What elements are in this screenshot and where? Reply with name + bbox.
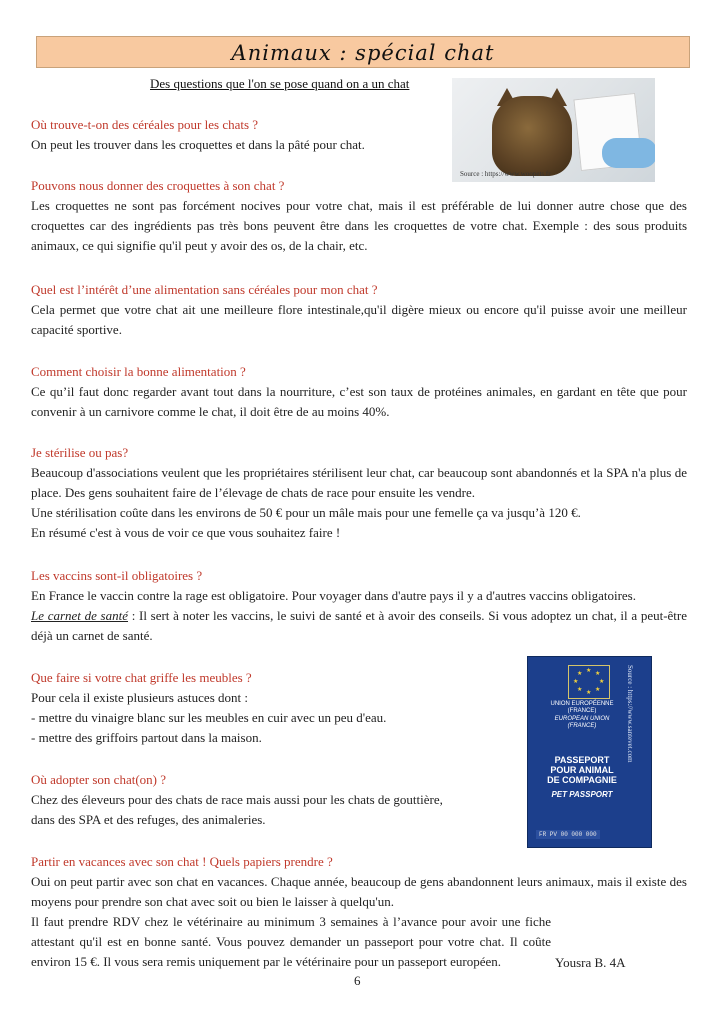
- answer-text: En résumé c'est à vous de voir ce que vous souhaitez faire !: [31, 525, 341, 540]
- answer-text: Ce qu’il faut donc regarder avant tout dans la nourriture, c’est son taux de protéines animales, en gardant en tête que pour convenir à un carnivore comme le chat, il doit être de au moins 40%.: [31, 384, 687, 419]
- photo-caption: Source : https://www.woopets.fr: [460, 170, 551, 178]
- answer-text: En France le vaccin contre la rage est obligatoire. Pour voyager dans d'autre pays il y a d'autres vaccins obligatoires.: [31, 588, 636, 603]
- question-heading: Comment choisir la bonne alimentation ?: [31, 364, 246, 379]
- answer-text: dans des SPA et des refuges, des animaleries.: [31, 812, 266, 827]
- page-number: 6: [354, 973, 361, 988]
- section-croquettes: [31, 176, 687, 256]
- union-en-sub: (FRANCE): [567, 723, 597, 729]
- section-sans-cereales: [31, 280, 687, 340]
- passport-source: Source : https://www.santevet.com: [626, 665, 634, 763]
- question-heading: Pouvons nous donner des croquettes à son chat ?: [31, 178, 285, 193]
- section-sterilisation: [31, 443, 687, 543]
- section-vaccins: [31, 566, 687, 646]
- question-heading: Partir en vacances avec son chat ! Quels papiers prendre ?: [31, 854, 333, 869]
- answer-text: Il faut prendre RDV chez le vétérinaire au minimum 3 semaines à l’avance pour avoir une fiche attestant qu'il est en bonne santé. Vous pouvez demander un passeport pour votre chat. Il coûte environ 15 €. Il vous sera remis uniquement par le vétérinaire pour un passeport européen.: [31, 914, 551, 969]
- section-cereales: [31, 115, 687, 155]
- answer-text: Pour cela il existe plusieurs astuces dont :: [31, 690, 248, 705]
- author-signature: Yousra B. 4A: [555, 955, 626, 970]
- passport-number: FR PV 00 000 000: [536, 830, 600, 839]
- passport-title-en: PET PASSPORT: [551, 790, 613, 799]
- answer-text: Les croquettes ne sont pas forcément nocives pour votre chat, mais il est préférable de lui donner autre chose que des croquettes car des ingrédients pas très bons peuvent être dans les croquettes de votre chat. Exemple : des sous produits animaux, ce qui signifie qu'il peut y avoir des os, de la chair, etc.: [31, 198, 687, 253]
- question-heading: Où trouve-t-on des céréales pour les chats ?: [31, 117, 259, 132]
- answer-text: Cela permet que votre chat ait une meilleure flore intestinale,qu'il digère mieux ou encore qu'il puisse avoir une meilleur capacité sportive.: [31, 302, 687, 337]
- eu-flag-icon: ★ ★ ★ ★ ★ ★ ★ ★: [568, 665, 610, 699]
- section-adopter: [31, 770, 511, 830]
- title-banner: [36, 36, 690, 68]
- union-fr: UNION EUROPÉENNE: [550, 701, 614, 707]
- answer-text: Chez des éleveurs pour des chats de race mais aussi pour les chats de gouttière,: [31, 792, 443, 807]
- passport-title-3: DE COMPAGNIE: [547, 775, 617, 785]
- answer-text: - mettre du vinaigre blanc sur les meubles en cuir avec un peu d'eau.: [31, 710, 387, 725]
- answer-text: On peut les trouver dans les croquettes et dans la pâté pour chat.: [31, 137, 365, 152]
- carnet-label: Le carnet de santé: [31, 608, 129, 623]
- passport-title-1: PASSEPORT: [554, 755, 610, 765]
- carnet-text: : Il sert à noter les vaccins, le suivi de santé et à avoir des conseils. Si vous adoptez un chat, il a peut-être déjà un carnet de santé.: [31, 608, 688, 643]
- passport-title-2: POUR ANIMAL: [550, 765, 614, 775]
- answer-text: Une stérilisation coûte dans les environs de 50 € pour un mâle mais pour une femelle ça va jusqu’à 120 €.: [31, 505, 581, 520]
- section-vacances: [31, 852, 687, 972]
- answer-text: Oui on peut partir avec son chat en vacances. Chaque année, beaucoup de gens abandonnent leurs animaux, mais il existe des moyens pour prendre son chat avec soit ou bien le laisser à quelqu'un.: [31, 874, 687, 909]
- question-heading: Les vaccins sont-il obligatoires ?: [31, 568, 203, 583]
- union-fr-sub: (FRANCE): [567, 708, 597, 714]
- page-title: Animaux : spécial chat: [231, 41, 495, 65]
- section-meubles: [31, 668, 511, 748]
- answer-text: - mettre des griffoirs partout dans la maison.: [31, 730, 262, 745]
- question-heading: Que faire si votre chat griffe les meubles ?: [31, 670, 252, 685]
- answer-text: Beaucoup d'associations veulent que les propriétaires stérilisent leur chat, car beaucoup sont abandonnés et la SPA n'a plus de place. Des gens souhaitent faire de l’élevage de chats de race pour ensuite les vendre.: [31, 465, 687, 500]
- question-heading: Quel est l’intérêt d’une alimentation sans céréales pour mon chat ?: [31, 282, 378, 297]
- question-heading: Où adopter son chat(on) ?: [31, 772, 167, 787]
- union-en: EUROPEAN UNION: [554, 716, 610, 722]
- carnet-paragraph: [31, 606, 687, 646]
- section-alimentation: [31, 362, 687, 422]
- pet-passport-image: [527, 656, 652, 848]
- page-subtitle: Des questions que l'on se pose quand on a un chat: [150, 76, 410, 91]
- question-heading: Je stérilise ou pas?: [31, 445, 129, 460]
